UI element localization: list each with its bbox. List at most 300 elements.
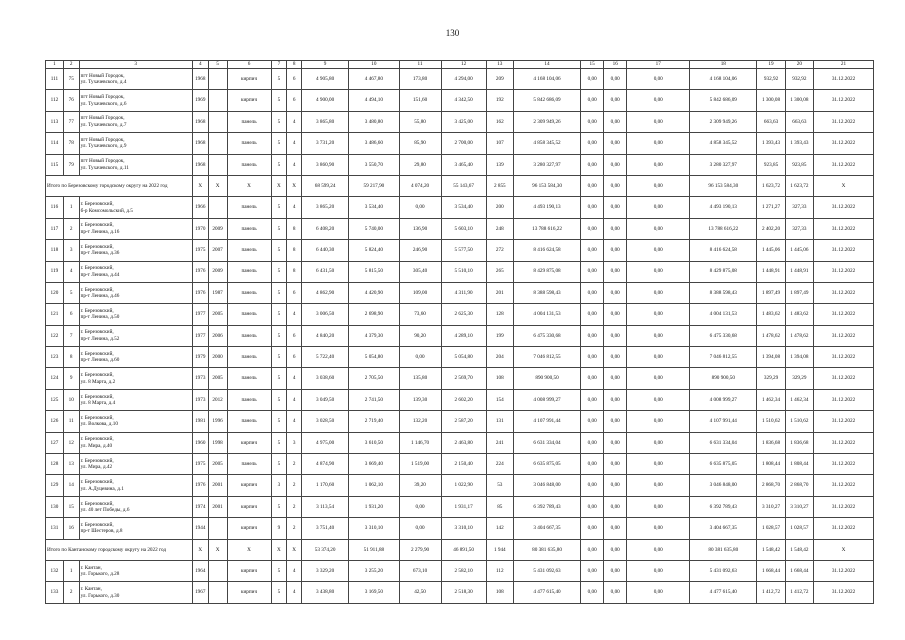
table-cell: 78 xyxy=(63,133,79,154)
table-cell: 5 xyxy=(271,197,287,218)
table-row xyxy=(46,518,874,539)
table-cell: 0,00 xyxy=(581,240,604,261)
table-row xyxy=(46,282,874,303)
table-cell: 2000 xyxy=(208,347,227,368)
subtotal-cell: 1 548,42 xyxy=(757,539,785,560)
table-cell: 0,00 xyxy=(627,304,690,325)
table-cell: 0,00 xyxy=(627,582,690,603)
table-cell: 0,00 xyxy=(604,411,627,432)
column-number: 6 xyxy=(227,61,271,69)
address-cell: г. Березовский, пр-т Ленина, д.52 xyxy=(79,325,192,346)
table-cell: 1 146,70 xyxy=(399,432,441,453)
table-cell: 1 897,49 xyxy=(757,282,785,303)
table-cell: 119 xyxy=(46,261,64,282)
subtotal-cell: 2 279,90 xyxy=(399,539,441,560)
table-cell: 0,00 xyxy=(627,475,690,496)
table-cell: 4 xyxy=(287,111,302,132)
column-number: 2 xyxy=(63,61,79,69)
subtotal-cell: 59 217,90 xyxy=(349,175,399,196)
column-number: 4 xyxy=(192,61,208,69)
table-row xyxy=(46,197,874,218)
address-cell: г. Березовский, ул. 40 лет Победы, д.6 xyxy=(79,496,192,517)
table-cell: 1964 xyxy=(192,560,208,581)
table-cell: 8 xyxy=(287,240,302,261)
table-cell: 3 310,27 xyxy=(785,496,813,517)
table-cell: 3 046 848,00 xyxy=(690,475,757,496)
table-cell: 0,00 xyxy=(604,325,627,346)
subtotal-cell: 2 855 xyxy=(486,175,513,196)
table-cell: 4 008 999,27 xyxy=(690,389,757,410)
table-cell: 5 xyxy=(271,240,287,261)
table-row xyxy=(46,325,874,346)
table-cell: 1967 xyxy=(192,582,208,603)
table-cell: кирпич xyxy=(227,496,271,517)
table-cell: 112 xyxy=(486,560,513,581)
table-cell: 1 170,60 xyxy=(301,475,348,496)
subtotal-label: Итого по Березовскому городскому округу на 2022 год xyxy=(46,175,193,196)
table-cell: 3 169,50 xyxy=(349,582,399,603)
subtotal-row xyxy=(46,539,874,560)
table-cell: 0,00 xyxy=(581,154,604,175)
table-cell: 0,00 xyxy=(604,90,627,111)
table-cell: 7 xyxy=(63,325,79,346)
table-cell: 5 xyxy=(271,304,287,325)
table-cell: 1 xyxy=(63,560,79,581)
subtotal-cell: X xyxy=(814,175,874,196)
table-cell: 128 xyxy=(46,454,64,475)
table-cell: 1 510,62 xyxy=(757,411,785,432)
table-cell: 3 534,40 xyxy=(441,197,486,218)
table-cell: 9 xyxy=(271,518,287,539)
table-cell: 3 049,50 xyxy=(301,389,348,410)
address-cell: г. Березовский, ул. 8 Марта, д.2 xyxy=(79,368,192,389)
table-row xyxy=(46,347,874,368)
table-cell: 2 868,70 xyxy=(757,475,785,496)
table-cell: 1974 xyxy=(192,496,208,517)
table-cell: 31.12.2022 xyxy=(814,111,874,132)
table-cell: 1 462,34 xyxy=(785,389,813,410)
table-cell: 115 xyxy=(46,154,64,175)
table-cell: 2009 xyxy=(208,218,227,239)
table-cell: 3 xyxy=(63,240,79,261)
table-cell: 3 404 667,35 xyxy=(513,518,580,539)
table-cell: 1975 xyxy=(192,240,208,261)
table-cell: 108 xyxy=(486,368,513,389)
table-cell: 201 xyxy=(486,282,513,303)
table-cell xyxy=(208,69,227,90)
table-cell: панель xyxy=(227,197,271,218)
address-cell: г. Кантан, ул. Горького, д.30 xyxy=(79,582,192,603)
table-cell: 113 xyxy=(46,111,64,132)
table-cell: 5 xyxy=(271,325,287,346)
table-cell: 2 705,50 xyxy=(349,368,399,389)
subtotal-cell: 46 891,50 xyxy=(441,539,486,560)
subtotal-cell: X xyxy=(287,539,302,560)
table-cell: 3 113,54 xyxy=(301,496,348,517)
table-cell: 4 008 999,27 xyxy=(513,389,580,410)
table-cell: 1 836,68 xyxy=(785,432,813,453)
column-number: 14 xyxy=(513,61,580,69)
table-cell xyxy=(208,518,227,539)
table-cell: 0,00 xyxy=(581,411,604,432)
table-cell: 0,00 xyxy=(581,347,604,368)
table-cell: 90,20 xyxy=(399,325,441,346)
table-cell: панель xyxy=(227,218,271,239)
table-cell: 1 300,08 xyxy=(785,90,813,111)
table-cell: 4 168 104,06 xyxy=(690,69,757,90)
table-cell: 5 xyxy=(63,282,79,303)
table-cell: 4 xyxy=(287,368,302,389)
table-cell: 272 xyxy=(486,240,513,261)
table-cell: 1976 xyxy=(192,475,208,496)
table-cell: 154 xyxy=(486,389,513,410)
table-cell: 31.12.2022 xyxy=(814,90,874,111)
table-cell: 1970 xyxy=(192,218,208,239)
table-cell: 329,29 xyxy=(785,368,813,389)
table-cell: 0,00 xyxy=(581,582,604,603)
subtotal-cell: X xyxy=(271,175,287,196)
table-cell: 4 289,10 xyxy=(441,325,486,346)
table-cell: 6 xyxy=(63,304,79,325)
address-cell: г. Березовский, пр-т Ленина, д.50 xyxy=(79,304,192,325)
table-cell: 3 310,10 xyxy=(349,518,399,539)
table-cell: 162 xyxy=(486,111,513,132)
table-cell: 3 310,27 xyxy=(757,496,785,517)
table-cell: 1 412,72 xyxy=(785,582,813,603)
table-cell: 2005 xyxy=(208,368,227,389)
table-cell: 0,00 xyxy=(627,411,690,432)
table-cell: 31.12.2022 xyxy=(814,432,874,453)
table-cell: 173,80 xyxy=(399,69,441,90)
table-cell: панель xyxy=(227,368,271,389)
subtotal-cell: X xyxy=(192,175,208,196)
table-cell: 0,00 xyxy=(627,261,690,282)
table-cell: 2 625,30 xyxy=(441,304,486,325)
table-cell: 31.12.2022 xyxy=(814,282,874,303)
table-cell: 3 865,80 xyxy=(301,111,348,132)
table-cell xyxy=(208,133,227,154)
subtotal-cell: 96 153 584,30 xyxy=(690,175,757,196)
table-cell: 2 463,80 xyxy=(441,432,486,453)
address-cell: г. Березовский, пр-т Шестеров, д.8 xyxy=(79,518,192,539)
table-cell: 6 xyxy=(287,325,302,346)
table-cell: 1 668,44 xyxy=(785,560,813,581)
column-number: 3 xyxy=(79,61,192,69)
table-cell: 31.12.2022 xyxy=(814,496,874,517)
table-cell: 8 xyxy=(287,218,302,239)
table-cell: 7 046 812,55 xyxy=(690,347,757,368)
column-number: 12 xyxy=(441,61,486,69)
table-cell: 122 xyxy=(46,325,64,346)
table-cell: 1976 xyxy=(192,261,208,282)
subtotal-cell: X xyxy=(814,539,874,560)
table-cell: 932,92 xyxy=(785,69,813,90)
table-cell: панель xyxy=(227,154,271,175)
table-cell: 3 534,40 xyxy=(349,197,399,218)
table-cell: 0,00 xyxy=(581,518,604,539)
table-cell: 4 874,90 xyxy=(301,454,348,475)
table-cell: 31.12.2022 xyxy=(814,560,874,581)
table-cell: 1968 xyxy=(192,133,208,154)
table-cell: 5 xyxy=(271,389,287,410)
table-cell: 109,00 xyxy=(399,282,441,303)
table-cell xyxy=(208,560,227,581)
table-cell: 0,00 xyxy=(581,325,604,346)
table-cell: 55,80 xyxy=(399,111,441,132)
table-cell: 132 xyxy=(46,560,64,581)
table-cell: 2 602,20 xyxy=(441,389,486,410)
table-cell: 1 xyxy=(63,197,79,218)
table-cell: 0,00 xyxy=(604,582,627,603)
table-row xyxy=(46,368,874,389)
table-cell: 2 587,20 xyxy=(441,411,486,432)
table-cell: 39,20 xyxy=(399,475,441,496)
subtotal-cell: 0,00 xyxy=(581,175,604,196)
table-cell: 4 107 991,44 xyxy=(690,411,757,432)
table-cell: 142 xyxy=(486,518,513,539)
table-cell: 6 408,20 xyxy=(301,218,348,239)
address-cell: г. Березовский, ул. 8 Марта, д.4 xyxy=(79,389,192,410)
table-cell: 1 445,06 xyxy=(785,240,813,261)
table-cell: 3 404 667,35 xyxy=(690,518,757,539)
table-cell: панель xyxy=(227,389,271,410)
table-cell: 1 483,62 xyxy=(757,304,785,325)
subtotal-cell: 1 548,42 xyxy=(785,539,813,560)
table-cell: 0,00 xyxy=(604,197,627,218)
table-cell: 112 xyxy=(46,90,64,111)
table-cell: 3 438,80 xyxy=(301,582,348,603)
table-cell: 131 xyxy=(486,411,513,432)
table-cell: 4 xyxy=(63,261,79,282)
table-cell: 2 xyxy=(287,518,302,539)
table-cell: 107 xyxy=(486,133,513,154)
table-cell: 4 975,00 xyxy=(301,432,348,453)
table-cell: 0,00 xyxy=(581,454,604,475)
table-cell: 1 394,08 xyxy=(757,347,785,368)
table-cell: 209 xyxy=(486,69,513,90)
table-cell: 5 xyxy=(271,154,287,175)
table-cell: 2001 xyxy=(208,475,227,496)
table-cell: 0,00 xyxy=(604,304,627,325)
table-cell: 0,00 xyxy=(604,240,627,261)
table-cell: 1 668,44 xyxy=(757,560,785,581)
table-cell: 0,00 xyxy=(627,518,690,539)
table-cell: 224 xyxy=(486,454,513,475)
subtotal-cell: 80 381 635,80 xyxy=(513,539,580,560)
table-cell: 1981 xyxy=(192,411,208,432)
table-cell: 1 897,49 xyxy=(785,282,813,303)
table-cell: 8 429 875,08 xyxy=(690,261,757,282)
table-cell: 3 865,20 xyxy=(301,197,348,218)
table-cell: 2005 xyxy=(208,304,227,325)
table-cell: 1 808,44 xyxy=(785,454,813,475)
table-cell: 1996 xyxy=(208,411,227,432)
table-cell: 85 xyxy=(486,496,513,517)
table-cell: 0,00 xyxy=(627,197,690,218)
table-cell: 0,00 xyxy=(581,432,604,453)
table-cell: 0,00 xyxy=(581,560,604,581)
table-cell: 0,00 xyxy=(627,90,690,111)
table-cell: 2 xyxy=(63,218,79,239)
table-cell: 2 402,20 xyxy=(757,218,785,239)
table-cell: панель xyxy=(227,454,271,475)
table-cell: 5 xyxy=(271,111,287,132)
table-cell: 5 xyxy=(271,218,287,239)
table-cell: 31.12.2022 xyxy=(814,304,874,325)
table-cell: 0,00 xyxy=(627,69,690,90)
subtotal-cell: 0,00 xyxy=(604,175,627,196)
table-cell: 4 xyxy=(287,389,302,410)
table-cell: 4 858 345,52 xyxy=(513,133,580,154)
table-cell: 0,00 xyxy=(604,218,627,239)
table-cell: 265 xyxy=(486,261,513,282)
subtotal-cell: 1 623,72 xyxy=(757,175,785,196)
table-cell: 0,00 xyxy=(604,389,627,410)
table-cell: 0,00 xyxy=(627,454,690,475)
table-cell: 890 900,50 xyxy=(690,368,757,389)
table-cell: 29,80 xyxy=(399,154,441,175)
table-cell: 5 577,50 xyxy=(441,240,486,261)
table-row xyxy=(46,475,874,496)
table-cell: 4 420,90 xyxy=(349,282,399,303)
table-cell: 0,00 xyxy=(581,90,604,111)
table-cell: 1 931,17 xyxy=(441,496,486,517)
table-cell: 204 xyxy=(486,347,513,368)
column-number: 17 xyxy=(627,61,690,69)
table-cell: 0,00 xyxy=(604,496,627,517)
address-cell: г. Березовский, ул. А.Дуцевина, д.1 xyxy=(79,475,192,496)
column-number: 16 xyxy=(604,61,627,69)
table-cell: 5 xyxy=(271,496,287,517)
subtotal-cell: 55 143,67 xyxy=(441,175,486,196)
table-cell: 2 309 949,26 xyxy=(513,111,580,132)
table-cell: 3 046 848,00 xyxy=(513,475,580,496)
table-cell: 1 394,08 xyxy=(785,347,813,368)
table-cell: 3 425,00 xyxy=(441,111,486,132)
table-cell: 6 475 330,68 xyxy=(513,325,580,346)
address-cell: г. Березовский, пр-т Ленина, д.36 xyxy=(79,240,192,261)
subtotal-cell: 0,00 xyxy=(627,539,690,560)
table-cell: 14 xyxy=(63,475,79,496)
table-cell: 3 028,50 xyxy=(301,411,348,432)
table-cell: 6 631 334,04 xyxy=(513,432,580,453)
subtotal-cell: 68 599,24 xyxy=(301,175,348,196)
subtotal-cell: 0,00 xyxy=(581,539,604,560)
table-cell: 5 xyxy=(271,432,287,453)
table-cell: 8 388 598,43 xyxy=(513,282,580,303)
table-cell: 1 510,62 xyxy=(785,411,813,432)
table-cell: 1 836,68 xyxy=(757,432,785,453)
table-cell: 139 xyxy=(486,154,513,175)
table-cell: 5 431 092,63 xyxy=(513,560,580,581)
table-row xyxy=(46,111,874,132)
table-cell: 0,00 xyxy=(604,475,627,496)
subtotal-cell: X xyxy=(287,175,302,196)
table-cell: 2 700,00 xyxy=(441,133,486,154)
table-cell: 200 xyxy=(486,197,513,218)
table-cell: 6 xyxy=(287,282,302,303)
table-cell: 6 xyxy=(287,347,302,368)
table-cell: 0,00 xyxy=(581,282,604,303)
table-cell: 3 280 327,97 xyxy=(513,154,580,175)
table-cell: 1 483,62 xyxy=(785,304,813,325)
table-cell: 1 519,00 xyxy=(399,454,441,475)
table-cell: 121 xyxy=(46,304,64,325)
table-cell: 199 xyxy=(486,325,513,346)
subtotal-cell: 51 911,88 xyxy=(349,539,399,560)
table-cell: 0,00 xyxy=(604,432,627,453)
table-cell: панель xyxy=(227,325,271,346)
table-cell: 1979 xyxy=(192,347,208,368)
table-cell: 0,00 xyxy=(627,496,690,517)
table-cell: 327,33 xyxy=(785,218,813,239)
table-cell: 4 xyxy=(287,197,302,218)
table-cell xyxy=(208,90,227,111)
table-cell: 2 741,50 xyxy=(349,389,399,410)
address-cell: г. Березовский, пр-т Ленина, д.60 xyxy=(79,347,192,368)
table-cell: 2 xyxy=(287,475,302,496)
table-cell: 8 xyxy=(287,261,302,282)
table-cell: 5 431 092,63 xyxy=(690,560,757,581)
table-cell: 1966 xyxy=(192,197,208,218)
table-cell: панель xyxy=(227,261,271,282)
table-row xyxy=(46,218,874,239)
table-cell: 248 xyxy=(486,218,513,239)
table-cell: 4 900,00 xyxy=(301,90,348,111)
table-cell: кирпич xyxy=(227,560,271,581)
table-cell: 9 xyxy=(63,368,79,389)
table-cell: панель xyxy=(227,111,271,132)
table-cell: 125 xyxy=(46,389,64,410)
table-cell: 2001 xyxy=(208,496,227,517)
table-cell: 131 xyxy=(46,518,64,539)
table-cell: 13 788 616,22 xyxy=(690,218,757,239)
table-cell: 663,63 xyxy=(785,111,813,132)
table-cell: панель xyxy=(227,304,271,325)
table-cell: 31.12.2022 xyxy=(814,368,874,389)
table-cell: 0,00 xyxy=(581,218,604,239)
table-cell: 0,00 xyxy=(581,368,604,389)
table-cell xyxy=(208,111,227,132)
table-cell: 1 462,34 xyxy=(757,389,785,410)
table-row xyxy=(46,582,874,603)
table-cell: кирпич xyxy=(227,582,271,603)
table-cell: 3 038,60 xyxy=(301,368,348,389)
table-cell: 7 046 812,55 xyxy=(513,347,580,368)
table-cell: 128 xyxy=(486,304,513,325)
table-cell: 0,00 xyxy=(399,496,441,517)
table-cell: 6 xyxy=(287,90,302,111)
table-cell: 0,00 xyxy=(581,261,604,282)
table-cell: 5 xyxy=(271,282,287,303)
subtotal-cell: 4 074,20 xyxy=(399,175,441,196)
table-cell: 123 xyxy=(46,347,64,368)
table-cell: 124 xyxy=(46,368,64,389)
table-cell: 4 494,10 xyxy=(349,90,399,111)
table-cell: 0,00 xyxy=(581,304,604,325)
table-cell: 135,80 xyxy=(399,368,441,389)
table-cell: 77 xyxy=(63,111,79,132)
table-cell: 0,00 xyxy=(627,389,690,410)
column-number: 19 xyxy=(757,61,785,69)
subtotal-cell: 1 944 xyxy=(486,539,513,560)
table-cell: 10 xyxy=(63,389,79,410)
table-cell: 327,33 xyxy=(785,197,813,218)
table-cell: 3 731,20 xyxy=(301,133,348,154)
table-cell: панель xyxy=(227,282,271,303)
table-cell: 79 xyxy=(63,154,79,175)
table-cell: 1968 xyxy=(192,154,208,175)
